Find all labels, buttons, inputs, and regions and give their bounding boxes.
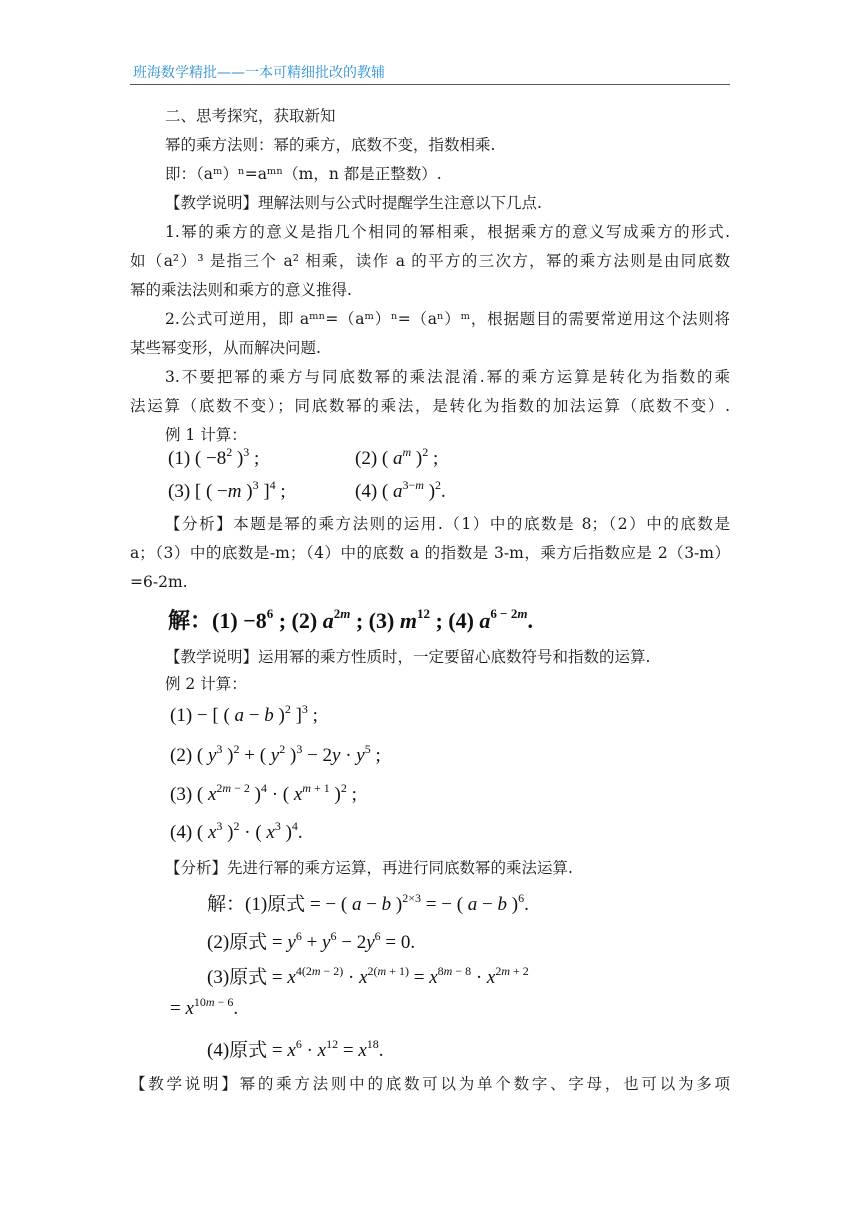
example-1-label: 例 1 计算： xyxy=(165,426,247,444)
teaching-note-3: 【教学说明】幂的乘方法则中的底数可以为单个数字、字母，也可以为多项 xyxy=(130,1075,730,1093)
example-1-problem-2: (2) ( $a^m$ )$^2$ ; xyxy=(355,445,439,469)
solution-2-step-1: 解：(1)原式 = − ( a − b )$^{2\times 3}$ = − ( a − b )$^6$. xyxy=(207,891,529,915)
section-heading: 二、思考探究，获取新知 xyxy=(165,107,336,125)
solution-1: 解：$(1) -8^6$ ; (2) $a^{2m}$ ; (3) $m^{12}$ ; (4) $a^{6 - 2m}$. xyxy=(168,606,533,634)
rule-formula: 即：（aᵐ）ⁿ=aᵐⁿ（m，n 都是正整数）. xyxy=(165,165,442,183)
analysis-1-line1: 【分析】本题是幂的乘方法则的运用.（1）中的底数是 8；（2）中的底数是 xyxy=(165,515,730,533)
solution-2-step-4: (4)原式 = $x^6 \cdot x^{12} = x^{18}$. xyxy=(207,1037,384,1061)
point-3-line2: 法运算（底数不变）；同底数幂的乘法，是转化为指数的加法运算（底数不变）. xyxy=(130,397,730,415)
example-1-problem-4: (4) ( $a^{3-m}$ )$^2$. xyxy=(355,478,446,502)
analysis-1-line3: =6-2m. xyxy=(130,573,188,591)
point-2-line2: 某些幂变形，从而解决问题. xyxy=(130,339,321,357)
example-2-problem-3: (3) ( $x^{2m - 2}$ )$^4$ · ( $x^{m + 1}$ )$^2$ ; xyxy=(170,781,357,805)
example-2-label: 例 2 计算： xyxy=(165,675,247,693)
solution-2-step-3b: = $x^{10m - 6}$. xyxy=(170,995,239,1019)
example-2-problem-4: (4) ( $x^3$ )$^2$ · ( $x^3$ )$^4$. xyxy=(170,819,303,843)
point-3-line1: 3.不要把幂的乘方与同底数幂的乘法混淆.幂的乘方运算是转化为指数的乘 xyxy=(165,368,730,386)
point-1-line2: 如（a²）³ 是指三个 a² 相乘，读作 a 的平方的三次方，幂的乘方法则是由同底数 xyxy=(130,252,730,270)
point-1-line3: 幂的乘法法则和乘方的意义推得. xyxy=(130,281,352,299)
solution-2-step-3: (3)原式 = $x^{4(2m - 2)} \cdot x^{2(m + 1)} = x^{8m - 8} \cdot x^{2m + 2}$ xyxy=(207,964,529,988)
example-1-problem-1: (1) ( $-8^2$ )$^3$ ; xyxy=(168,445,260,469)
example-1-problem-3: (3) [ ( −m )$^3$ ]$^4$ ; xyxy=(168,478,286,502)
point-1-line1: 1.幂的乘方的意义是指几个相同的幂相乘，根据乘方的意义写成乘方的形式. xyxy=(165,223,730,241)
rule-statement: 幂的乘方法则：幂的乘方，底数不变，指数相乘. xyxy=(165,136,496,154)
example-2-problem-1: (1) − [ ( a − b )$^2$ ]$^3$ ; xyxy=(170,702,318,726)
page-header: 班海数学精批——一本可精细批改的教辅 xyxy=(133,65,385,81)
solution-2-step-2: (2)原式 = $y^6 + y^6 - 2y^6 = 0$. xyxy=(207,929,416,953)
teaching-note-1: 【教学说明】理解法则与公式时提醒学生注意以下几点. xyxy=(165,194,542,212)
analysis-1-line2: a；（3）中的底数是-m；（4）中的底数 a 的指数是 3-m，乘方后指数应是 2（3-m） xyxy=(130,544,730,562)
teaching-note-2: 【教学说明】运用幂的乘方性质时，一定要留心底数符号和指数的运算. xyxy=(165,648,651,666)
analysis-2: 【分析】先进行幂的乘方运算，再进行同底数幂的乘法运算. xyxy=(165,859,573,877)
example-2-problem-2: (2) ( $y^3$ )$^2$ + ( $y^2$ )$^3 - 2y \cdot y^5$ ; xyxy=(170,742,381,766)
point-2-line1: 2.公式可逆用，即 aᵐⁿ=（aᵐ）ⁿ=（aⁿ）ᵐ，根据题目的需要常逆用这个法则将 xyxy=(165,310,730,328)
header-divider xyxy=(130,84,730,85)
